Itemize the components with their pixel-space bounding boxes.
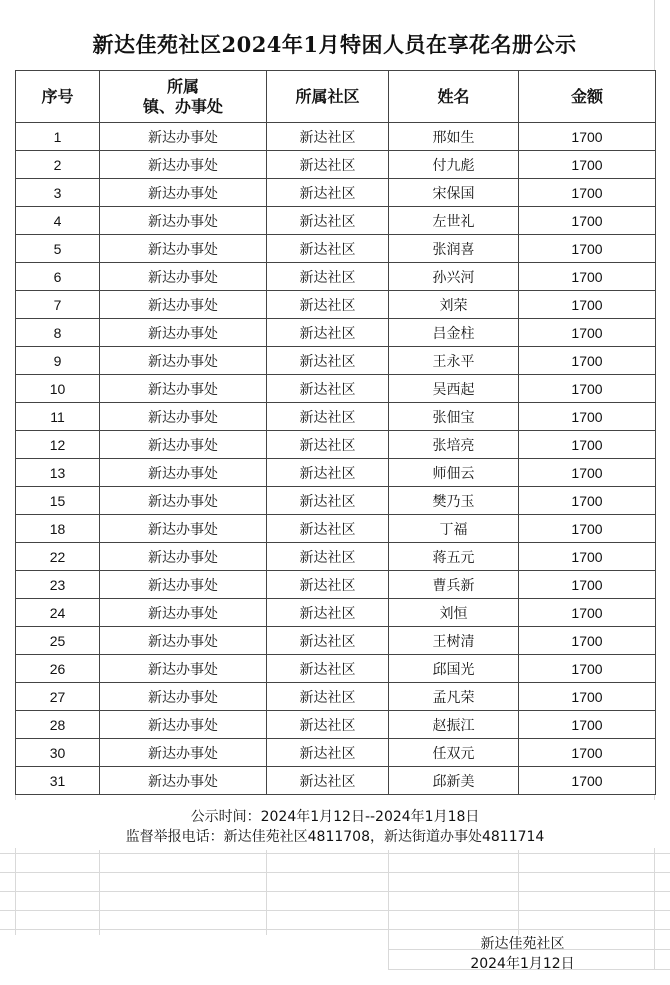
cell-community: 新达社区 [267,571,389,599]
cell-name: 邱新美 [389,767,519,795]
table-row [16,123,656,151]
cell-town: 新达办事处 [100,375,267,403]
table-row [16,431,656,459]
cell-name: 张佃宝 [389,403,519,431]
cell-amount: 1700 [519,319,656,347]
table-row [16,599,656,627]
cell-community: 新达社区 [267,627,389,655]
header-town-line2: 镇、办事处 [142,96,223,116]
cell-amount: 1700 [519,683,656,711]
cell-town: 新达办事处 [100,291,267,319]
cell-community: 新达社区 [267,487,389,515]
cell-amount: 1700 [519,347,656,375]
cell-amount: 1700 [519,627,656,655]
cell-amount: 1700 [519,571,656,599]
notice-hotline: 监督举报电话：新达佳苑社区4811708，新达街道办事处4811714 [125,829,545,845]
cell-index: 10 [16,375,100,403]
cell-amount: 1700 [519,151,656,179]
cell-town: 新达办事处 [100,319,267,347]
cell-amount: 1700 [519,235,656,263]
table-row [16,487,656,515]
cell-name: 吴西起 [389,375,519,403]
table-row [16,403,656,431]
cell-amount: 1700 [519,263,656,291]
cell-index: 22 [16,543,100,571]
cell-town: 新达办事处 [100,431,267,459]
cell-index: 1 [16,123,100,151]
table-row [16,739,656,767]
cell-name: 孟凡荣 [389,683,519,711]
cell-index: 15 [16,487,100,515]
header-amount: 金额 [519,71,656,123]
table-row [16,627,656,655]
cell-amount: 1700 [519,515,656,543]
cell-index: 8 [16,319,100,347]
cell-name: 邢如生 [389,123,519,151]
gridline [266,850,267,935]
roster-body [16,123,656,795]
cell-community: 新达社区 [267,459,389,487]
header-index: 序号 [16,71,100,123]
cell-amount: 1700 [519,431,656,459]
cell-community: 新达社区 [267,123,389,151]
gridline [518,850,519,935]
cell-index: 12 [16,431,100,459]
cell-index: 24 [16,599,100,627]
cell-index: 9 [16,347,100,375]
cell-town: 新达办事处 [100,739,267,767]
table-row [16,179,656,207]
cell-community: 新达社区 [267,263,389,291]
cell-name: 任双元 [389,739,519,767]
cell-name: 曹兵新 [389,571,519,599]
gridline [0,853,670,854]
cell-amount: 1700 [519,179,656,207]
cell-town: 新达办事处 [100,599,267,627]
table-row [16,319,656,347]
table-row [16,683,656,711]
notice-period: 公示时间：2024年1月12日--2024年1月18日 [190,809,480,825]
cell-town: 新达办事处 [100,151,267,179]
cell-town: 新达办事处 [100,683,267,711]
cell-community: 新达社区 [267,739,389,767]
cell-amount: 1700 [519,123,656,151]
cell-name: 张培亮 [389,431,519,459]
table-row [16,655,656,683]
table-row [16,515,656,543]
gridline [0,929,670,930]
cell-name: 樊乃玉 [389,487,519,515]
cell-amount: 1700 [519,403,656,431]
cell-community: 新达社区 [267,375,389,403]
cell-community: 新达社区 [267,207,389,235]
cell-town: 新达办事处 [100,711,267,739]
cell-community: 新达社区 [267,431,389,459]
cell-town: 新达办事处 [100,263,267,291]
cell-index: 30 [16,739,100,767]
cell-community: 新达社区 [267,543,389,571]
cell-town: 新达办事处 [100,179,267,207]
cell-name: 丁福 [389,515,519,543]
cell-name: 宋保国 [389,179,519,207]
cell-index: 11 [16,403,100,431]
cell-town: 新达办事处 [100,627,267,655]
table-row [16,235,656,263]
cell-town: 新达办事处 [100,459,267,487]
cell-town: 新达办事处 [100,767,267,795]
page-title: 新达佳苑社区2024年1月特困人员在享花名册公示 [92,32,577,57]
cell-index: 2 [16,151,100,179]
table-row [16,375,656,403]
cell-town: 新达办事处 [100,403,267,431]
gridline [0,910,670,911]
cell-name: 邱国光 [389,655,519,683]
cell-community: 新达社区 [267,599,389,627]
cell-name: 师佃云 [389,459,519,487]
cell-index: 27 [16,683,100,711]
header-town-line1: 所属 [166,76,199,96]
cell-amount: 1700 [519,767,656,795]
table-row [16,711,656,739]
cell-community: 新达社区 [267,291,389,319]
header-town [100,71,267,123]
table-row [16,459,656,487]
cell-name: 孙兴河 [389,263,519,291]
cell-town: 新达办事处 [100,235,267,263]
footer-date: 2024年1月12日 [470,956,575,972]
cell-index: 31 [16,767,100,795]
cell-index: 18 [16,515,100,543]
cell-index: 7 [16,291,100,319]
cell-index: 3 [16,179,100,207]
cell-name: 王永平 [389,347,519,375]
cell-community: 新达社区 [267,767,389,795]
table-row [16,151,656,179]
cell-name: 刘恒 [389,599,519,627]
cell-community: 新达社区 [267,403,389,431]
cell-amount: 1700 [519,739,656,767]
cell-amount: 1700 [519,543,656,571]
table-row [16,543,656,571]
cell-amount: 1700 [519,375,656,403]
cell-community: 新达社区 [267,683,389,711]
cell-amount: 1700 [519,459,656,487]
cell-community: 新达社区 [267,319,389,347]
cell-name: 付九彪 [389,151,519,179]
cell-community: 新达社区 [267,655,389,683]
cell-community: 新达社区 [267,235,389,263]
cell-index: 13 [16,459,100,487]
roster-table [15,70,656,795]
cell-name: 王树清 [389,627,519,655]
cell-name: 蒋五元 [389,543,519,571]
cell-town: 新达办事处 [100,571,267,599]
cell-amount: 1700 [519,599,656,627]
table-row [16,207,656,235]
cell-community: 新达社区 [267,151,389,179]
cell-name: 吕金柱 [389,319,519,347]
cell-community: 新达社区 [267,179,389,207]
cell-town: 新达办事处 [100,207,267,235]
cell-amount: 1700 [519,207,656,235]
cell-index: 25 [16,627,100,655]
cell-town: 新达办事处 [100,123,267,151]
table-row [16,347,656,375]
cell-index: 23 [16,571,100,599]
gridline [0,891,670,892]
cell-town: 新达办事处 [100,655,267,683]
cell-town: 新达办事处 [100,347,267,375]
header-community: 所属社区 [267,71,389,123]
cell-name: 左世礼 [389,207,519,235]
gridline [99,850,100,935]
cell-index: 5 [16,235,100,263]
header-name: 姓名 [389,71,519,123]
cell-index: 26 [16,655,100,683]
cell-community: 新达社区 [267,711,389,739]
cell-amount: 1700 [519,711,656,739]
cell-index: 28 [16,711,100,739]
table-row [16,263,656,291]
cell-index: 6 [16,263,100,291]
cell-town: 新达办事处 [100,543,267,571]
cell-community: 新达社区 [267,515,389,543]
cell-name: 刘荣 [389,291,519,319]
gridline [0,872,670,873]
table-row [16,291,656,319]
footer-org: 新达佳苑社区 [480,936,565,952]
cell-amount: 1700 [519,487,656,515]
cell-town: 新达办事处 [100,487,267,515]
cell-community: 新达社区 [267,347,389,375]
table-row [16,767,656,795]
cell-name: 张润喜 [389,235,519,263]
header-row [16,71,656,123]
cell-town: 新达办事处 [100,515,267,543]
cell-name: 赵振江 [389,711,519,739]
table-row [16,571,656,599]
cell-index: 4 [16,207,100,235]
cell-amount: 1700 [519,655,656,683]
cell-amount: 1700 [519,291,656,319]
